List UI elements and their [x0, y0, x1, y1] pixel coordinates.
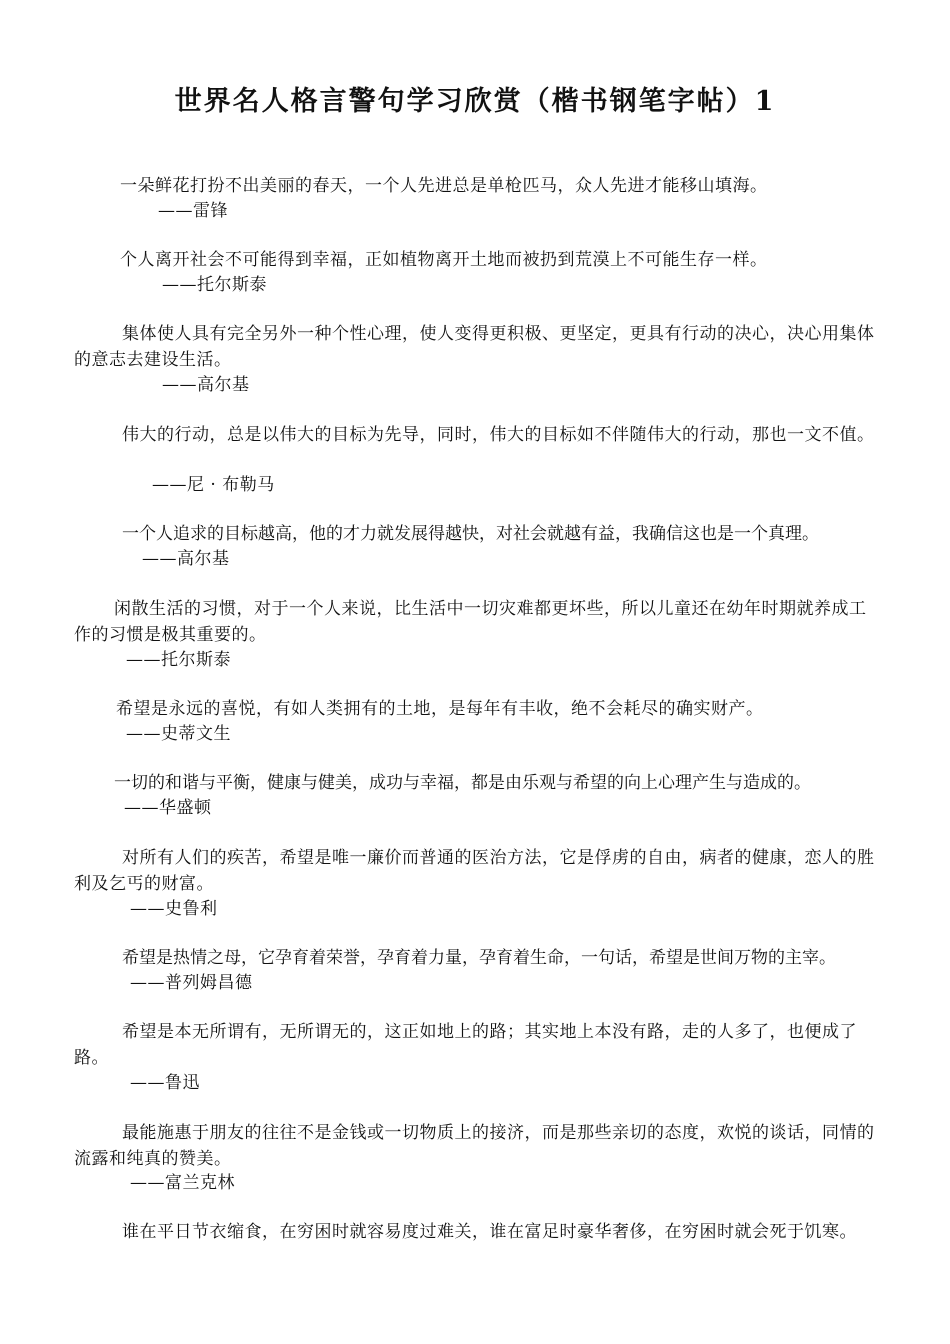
quote-text: 伟大的行动，总是以伟大的目标为先导，同时，伟大的目标如不伴随伟大的行动，那也一文不值。	[122, 425, 875, 445]
quote-author: ——高尔基	[162, 375, 250, 395]
quote-author: ——史鲁利	[130, 899, 218, 919]
page-title: 世界名人格言警句学习欣赏（楷书钢笔字帖）1	[174, 86, 776, 117]
quote-author: ——普列姆昌德	[130, 973, 253, 993]
quote-author: ——史蒂文生	[126, 724, 231, 744]
quote-text: 一朵鲜花打扮不出美丽的春天，一个人先进总是单枪匹马，众人先进才能移山填海。	[120, 176, 768, 196]
quote-text: 对所有人们的疾苦，希望是唯一廉价而普通的医治方法，它是俘虏的自由，病者的健康，恋人的胜利及乞丐的财富。	[74, 848, 875, 894]
quote-text: 最能施惠于朋友的往往不是金钱或一切物质上的接济，而是那些亲切的态度，欢悦的谈话，同情的流露和纯真的赞美。	[74, 1123, 875, 1169]
quote-author: ——鲁迅	[130, 1073, 200, 1093]
quote-text: 一切的和谐与平衡，健康与健美，成功与幸福，都是由乐观与希望的向上心理产生与造成的。	[114, 773, 811, 793]
quote-author: ——高尔基	[142, 549, 230, 569]
quote-author: ——富兰克林	[130, 1173, 235, 1193]
quote-author: ——华盛顿	[124, 798, 212, 818]
quote-text: 个人离开社会不可能得到幸福，正如植物离开土地而被扔到荒漠上不可能生存一样。	[120, 250, 768, 270]
quote-text: 希望是永远的喜悦，有如人类拥有的土地，是每年有丰收，绝不会耗尽的确实财产。	[116, 699, 764, 719]
quote-author: ——雷锋	[158, 201, 228, 221]
quote-text: 闲散生活的习惯，对于一个人来说，比生活中一切灾难都更坏些，所以儿童还在幼年时期就养成工作的习惯是极其重要的。	[74, 599, 867, 645]
quote-author: ——托尔斯泰	[162, 275, 267, 295]
quote-text: 希望是热情之母，它孕育着荣誉，孕育着力量，孕育着生命，一句话，希望是世间万物的主宰。	[122, 948, 836, 968]
quote-text: 集体使人具有完全另外一种个性心理，使人变得更积极、更坚定，更具有行动的决心，决心用集体的意志去建设生活。	[74, 324, 875, 370]
quote-author: ——尼 · 布勒马	[152, 475, 275, 495]
quote-author: ——托尔斯泰	[126, 650, 231, 670]
quote-text: 一个人追求的目标越高，他的才力就发展得越快，对社会就越有益，我确信这也是一个真理。	[122, 524, 819, 544]
quote-text: 希望是本无所谓有，无所谓无的，这正如地上的路；其实地上本没有路，走的人多了，也便成了路。	[74, 1022, 857, 1068]
quote-text: 谁在平日节衣缩食，在穷困时就容易度过难关，谁在富足时豪华奢侈，在穷困时就会死于饥寒。	[122, 1222, 857, 1242]
